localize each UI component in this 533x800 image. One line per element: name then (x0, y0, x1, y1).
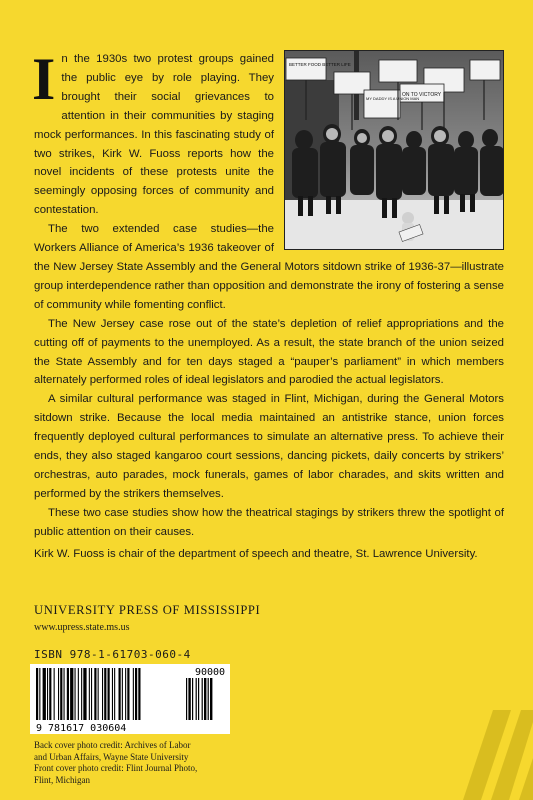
isbn-label: ISBN 978-1-61703-060-4 (34, 648, 191, 661)
barcode-bar (114, 668, 115, 720)
protest-photo-image (284, 50, 504, 250)
barcode-bar (64, 668, 65, 720)
barcode-bar (81, 668, 82, 720)
barcode-bar (138, 668, 140, 720)
barcode-addon-bar (210, 678, 212, 720)
sign-text-3: MY DADDY IS A UNION MAN (366, 96, 420, 101)
blurb-paragraph-3: The New Jersey case rose out of the state’s depletion of relief appropriations and the cutting off of payments to the unemployed. As a result, the state branch of the union seized the State Assembly and for ten days staged a “pauper’s parliament” in which members alternately performed roles of ideal legislators and parodied the actual legislators. (34, 317, 504, 387)
credit-line: Flint, Michigan (34, 774, 90, 785)
barcode-bar (83, 668, 86, 720)
barcode-addon-bar (208, 678, 209, 720)
barcode (30, 664, 230, 734)
barcode-bar (47, 668, 48, 720)
barcode-bar (112, 668, 113, 720)
barcode-addon-bar (198, 678, 199, 720)
barcode-bar (36, 668, 38, 720)
barcode-graphic (30, 664, 230, 734)
barcode-bar (125, 668, 126, 720)
barcode-bar (135, 668, 137, 720)
barcode-digits: 9 781617 030604 (36, 723, 127, 734)
barcode-addon-bar (196, 678, 197, 720)
barcode-addon-bar (192, 678, 193, 720)
barcode-bar (78, 668, 79, 720)
sign-text-1: BETTER FOOD BETTER LIFE (289, 62, 351, 67)
barcode-bar (104, 668, 106, 720)
barcode-addon-bar (186, 678, 187, 720)
barcode-bar (108, 668, 110, 720)
barcode-bar (39, 668, 40, 720)
blurb-paragraph-5: These two case studies show how the theatrical stagings by strikers threw the spotlight of public attention on their causes. (34, 506, 504, 538)
barcode-bar (133, 668, 134, 720)
drop-cap: I (32, 46, 56, 112)
barcode-bar (75, 668, 76, 720)
barcode-bar (70, 668, 73, 720)
barcode-bar (58, 668, 59, 720)
author-note: Kirk W. Fuoss is chair of the department of speech and theatre, St. Lawrence University. (34, 548, 478, 560)
barcode-bar (60, 668, 62, 720)
credit-line: Front cover photo credit: Flint Journal Photo, (34, 763, 198, 773)
credit-line: Back cover photo credit: Archives of Labor (34, 740, 191, 750)
barcode-bar (91, 668, 92, 720)
barcode-bar (119, 668, 121, 720)
barcode-bar (94, 668, 96, 720)
barcode-bar (98, 668, 99, 720)
barcode-bar (122, 668, 123, 720)
barcode-addon-bar (188, 678, 190, 720)
publisher-name: UNIVERSITY PRESS OF MISSISSIPPI (34, 603, 261, 617)
back-cover-blurb (32, 46, 504, 542)
sign-text-2: ON TO VICTORY (402, 92, 442, 98)
blurb-paragraph-4: A similar cultural performance was staged in Flint, Michigan, during the General Motors sitdown strike. Because the local media maintained an antistrike stance, union forces frequently deployed cultural performances to simulate an alternative press. To achieve their ends, they also staged kangaroo court sessions, dancing pickets, daily concerts by strikers’ orchestras, auto parades, mock funerals, games of labor charades, and skits written and performed by the strikers themselves. (34, 393, 504, 500)
barcode-price-code: 90000 (194, 667, 226, 678)
barcode-bar (127, 668, 129, 720)
publisher-url: www.upress.state.ms.us (34, 622, 130, 633)
credit-line: and Urban Affairs, Wayne State University (34, 751, 189, 762)
barcode-bar (43, 668, 46, 720)
corner-watermark (433, 650, 533, 800)
barcode-addon-bar (204, 678, 206, 720)
barcode-bar (54, 668, 55, 720)
barcode-bar (102, 668, 103, 720)
barcode-bar (49, 668, 51, 720)
barcode-bar (67, 668, 69, 720)
photo-credits (34, 740, 294, 786)
barcode-bar (89, 668, 90, 720)
barcode-addon-bar (202, 678, 203, 720)
blurb-paragraph-2: The two extended case studies—the Workers Alliance of America’s 1936 takeover of the New Jersey State Assembly and the General Motors sitdown strike of 1936-37—illustrate group interdependence rather than opposition and demonstrate the irony of fostering a sense of community while fomenting conflict. (34, 223, 504, 311)
blurb-paragraph-1-text: n the 1930s two protest groups gained the public eye by role playing. They brought their social grievances to attention in their communities by staging mock performances. In this fascinating study of two strikes, Kirk W. Fuoss reports how the novel incidents of these protests unite the seemingly opposing forces of community and contestation. (34, 53, 274, 217)
protest-photo (284, 50, 504, 250)
